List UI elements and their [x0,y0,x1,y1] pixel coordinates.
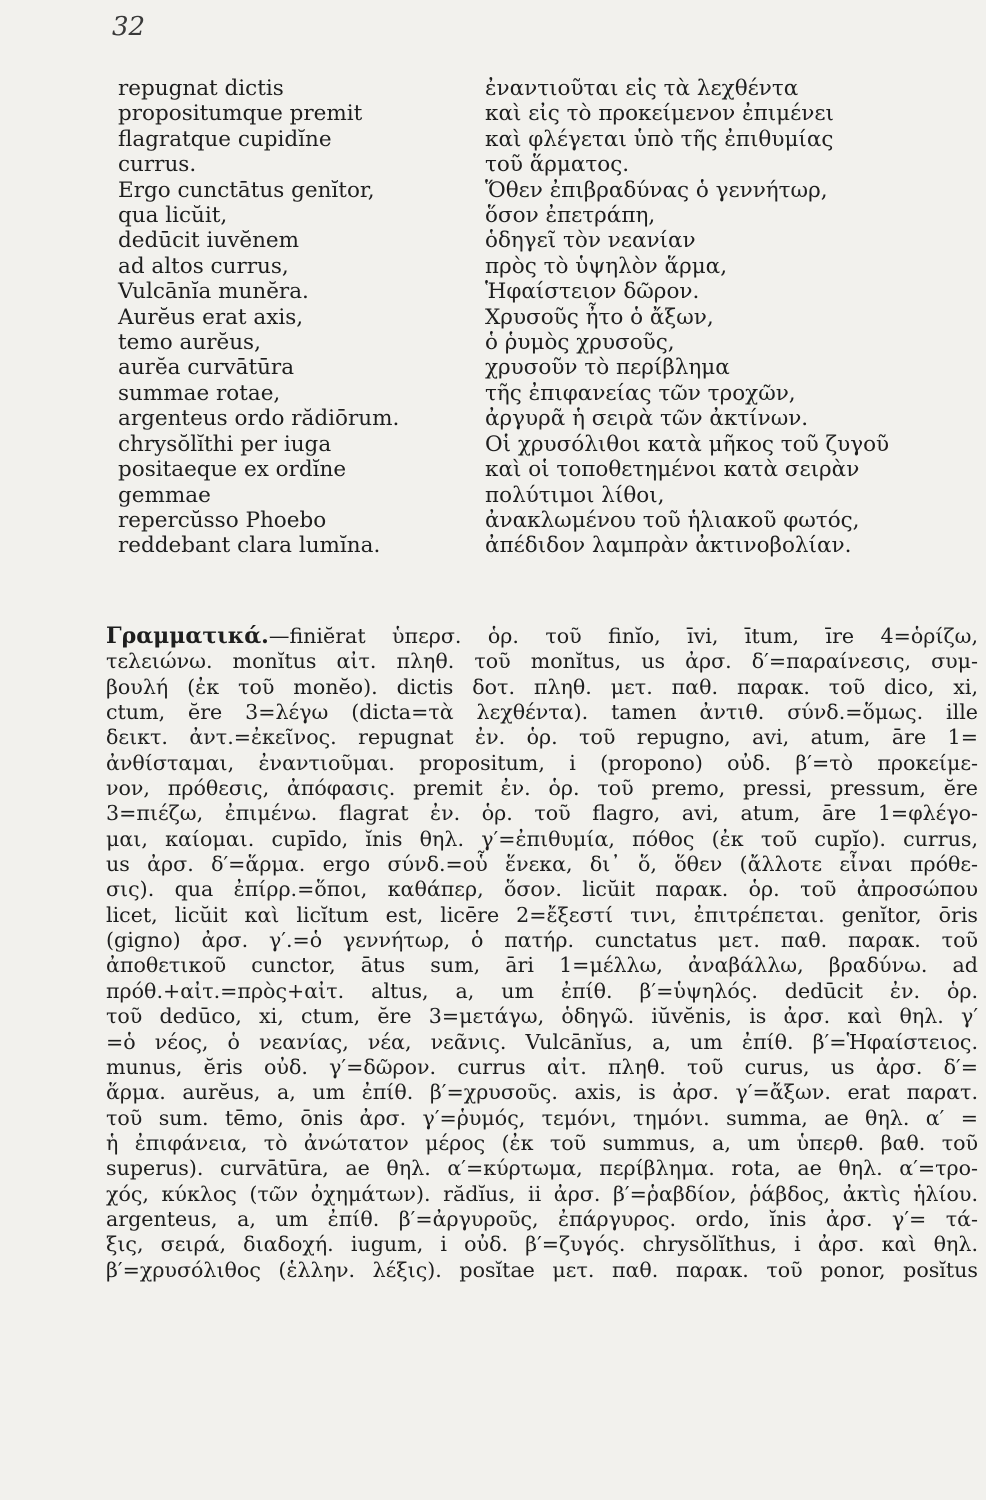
latin-verse-line: Aurĕus erat axis, [118,304,304,330]
grammar-note-line [106,979,978,1004]
grammar-note-text: 3=πιέζω, ἐπιμένω. flagrat ἐν. ὁρ. τοῦ flagro, avi, atum, āre 1=φλέγο- [106,801,978,826]
grammar-note-text: σις). qua ἐπίρρ.=ὅποι, καθάπερ, ὅσον. licŭit παρακ. ὁρ. τοῦ ἀπροσώπου [106,877,978,902]
latin-verse-line: repugnat dictis [118,76,284,101]
greek-verse-line: τῆς ἐπιφανείας τῶν τροχῶν, [485,380,796,406]
grammar-note-line [106,801,978,826]
greek-verse-line: Χρυσοῦς ἦτο ὁ ἄξων, [485,304,714,330]
grammar-note-line [106,675,978,700]
greek-verse-line: καὶ οἱ τοποθετημένοι κατὰ σειρὰν [485,457,860,483]
grammar-note-text: δεικτ. ἀντ.=ἐκεῖνος. repugnat ἐν. ὁρ. τοῦ repugno, avi, atum, āre 1= [106,725,978,750]
greek-verse-line: πολύτιμοι λίθοι, [485,482,665,508]
greek-verse-line: καὶ εἰς τὸ προκείμενον ἐπιμένει [485,101,834,127]
greek-verse-line: χρυσοῦν τὸ περίβλημα [485,355,730,381]
grammar-note-line [106,751,978,776]
greek-verse-line: ἐναντιοῦται εἰς τὰ λεχθέντα [485,76,799,101]
grammar-note-line [106,700,978,725]
grammar-note-line [106,725,978,750]
grammar-note-line [106,1207,978,1232]
latin-verse-line: currus. [118,152,197,178]
latin-verse-line: Vulcānĭa munĕra. [118,279,309,305]
greek-verse-line: τοῦ ἅρματος. [485,152,630,178]
latin-verse-line: positaeque ex ordĭne [118,457,347,483]
grammar-note-line [106,1004,978,1029]
latin-verse-line: qua licŭit, [118,203,228,229]
grammar-note-text: νον, πρόθεσις, ἀπόφασις. premit ἐν. ὁρ. τοῦ premo, pressi, pressum, ĕre [106,776,978,801]
grammar-note-line [106,1182,978,1207]
grammar-note-line [106,1080,978,1105]
grammar-note-text: τοῦ sum. tēmo, ōnis ἀρσ. γ′=ῥυμός, τεμόνι, τημόνι. summa, ae θηλ. α′ = [106,1105,978,1130]
greek-translation-column [485,76,935,559]
grammar-note-text: τοῦ dedūco, xi, ctum, ĕre 3=μετάγω, ὁδηγῶ. iŭvĕnis, is ἀρσ. καὶ θηλ. γ′ [106,1004,978,1029]
grammar-note-text: ἀνθίσταμαι, ἐναντιοῦμαι. propositum, i (propono) οὐδ. β′=τὸ προκείμε- [106,750,978,775]
grammar-note-text: ctum, ĕre 3=λέγω (dicta=τὰ λεχθέντα). tamen ἀντιθ. σύνδ.=ὅμως. ille [106,700,978,725]
greek-verse-line: καὶ φλέγεται ὑπὸ τῆς ἐπιθυμίας [485,126,834,152]
greek-verse-line: Οἱ χρυσόλιθοι κατὰ μῆκος τοῦ ζυγοῦ [485,431,890,457]
grammar-note-text: ἀποθετικοῦ cunctor, ātus sum, āri 1=μέλλω, ἀναβάλλω, βραδύνω. ad [106,953,978,978]
greek-verse-line: Ἡφαίστειον δῶρον. [485,279,700,305]
latin-verse-line: argenteus ordo rădiōrum. [118,406,400,432]
grammar-note-line [106,1106,978,1131]
grammar-note-text: licet, licŭit καὶ licĭtum est, licēre 2=ἔξεστί τινι, ἐπιτρέπεται. genĭtor, ōris [106,902,978,927]
grammar-note-line [106,1156,978,1181]
grammar-note-text: ἅρμα. aurĕus, a, um ἐπίθ. β′=χρυσοῦς. axis, is ἀρσ. γ′=ἄξων. erat παρατ. [106,1080,978,1105]
grammar-note-text: argenteus, a, um ἐπίθ. β′=ἀργυροῦς, ἐπάργυρος. ordo, ĭnis ἀρσ. γ′= τά- [106,1206,978,1231]
grammar-note-line [106,1232,978,1257]
grammar-note-text: μαι, καίομαι. cupīdo, ĭnis θηλ. γ′=ἐπιθυμία, πόθος (ἐκ τοῦ cupĭo). currus, [106,826,978,851]
grammar-note-line [106,928,978,953]
grammar-note-line [106,1055,978,1080]
latin-text-column [118,76,478,559]
latin-verse-line: propositumque premit [118,101,363,127]
grammar-note-line [106,903,978,928]
grammar-note-line [106,1030,978,1055]
grammar-note-line [106,852,978,877]
grammar-note-text: χός, κύκλος (τῶν ὀχημάτων). rădĭus, ii ἀρσ. β′=ῥαβδίον, ῥάβδος, ἀκτὶς ἡλίου. [106,1181,978,1206]
grammar-note-text: β′=χρυσόλιθος (ἑλλην. λέξις). posĭtae μετ. παθ. παρακ. τοῦ ponor, posĭtus [106,1257,978,1282]
greek-verse-line: ἀργυρᾶ ἡ σειρὰ τῶν ἀκτίνων. [485,406,809,432]
grammar-notes-heading: Γραμματικά. [106,623,269,649]
grammar-note-line [106,827,978,852]
grammar-note-line [106,953,978,978]
latin-verse-line: summae rotae, [118,380,281,406]
grammar-note-line [106,776,978,801]
grammar-note-text: =ὁ νέος, ὁ νεανίας, νέα, νεᾶνις. Vulcānĭus, a, um ἐπίθ. β′=Ἡφαίστειος. [106,1029,978,1054]
latin-verse-line: chrysŏlĭthi per iuga [118,431,332,457]
latin-verse-line: repercŭsso Phoebo [118,507,327,533]
latin-verse-line: ad altos currus, [118,253,289,279]
grammar-note-text: ἡ ἐπιφάνεια, τὸ ἀνώτατον μέρος (ἐκ τοῦ summus, a, um ὑπερθ. βαθ. τοῦ [106,1130,978,1155]
latin-verse-line: aurĕa curvātūra [118,355,295,381]
grammar-note-line [106,877,978,902]
grammar-notes [106,624,978,1283]
latin-verse-line: reddebant clara lumĭna. [118,533,381,559]
grammar-note-line [106,624,978,649]
latin-verse-line: Ergo cunctātus genĭtor, [118,177,375,203]
latin-verse-line: temo aurĕus, [118,330,261,356]
greek-verse-line: ὁ ῥυμὸς χρυσοῦς, [485,330,675,356]
greek-verse-line: ὁδηγεῖ τὸν νεανίαν [485,228,696,254]
latin-verse-line: dedūcit iuvĕnem [118,228,300,254]
grammar-note-text: ξις, σειρά, διαδοχή. iugum, i οὐδ. β′=ζυγός. chrysŏlĭthus, i ἀρσ. καὶ θηλ. [106,1232,978,1257]
grammar-note-line [106,649,978,674]
grammar-note-line [106,1258,978,1283]
grammar-note-text: superus). curvātūra, ae θηλ. α′=κύρτωμα, περίβλημα. rota, ae θηλ. α′=τρο- [106,1156,978,1181]
greek-verse-line: ἀπέδιδον λαμπρὰν ἀκτινοβολίαν. [485,533,852,559]
greek-verse-line: Ὅθεν ἐπιβραδύνας ὁ γεννήτωρ, [485,177,828,203]
grammar-note-text: (gigno) ἀρσ. γ′.=ὁ γεννήτωρ, ὁ πατήρ. cunctatus μετ. παθ. παρακ. τοῦ [106,928,978,953]
grammar-note-text: us ἀρσ. δ′=ἅρμα. ergo σύνδ.=οὗ ἕνεκα, δι᾿ ὅ, ὅθεν (ἄλλοτε εἶναι πρόθε- [106,852,978,877]
page-number: 32 [112,12,146,42]
grammar-note-text: —finiĕrat ὑπερσ. ὁρ. τοῦ finĭo, īvi, ītum, īre 4=ὁρίζω, [268,624,978,648]
grammar-note-line [106,1131,978,1156]
greek-verse-line: ὅσον ἐπετράπη, [485,203,656,229]
grammar-note-text: βουλή (ἐκ τοῦ monĕo). dictis δοτ. πληθ. μετ. παθ. παρακ. τοῦ dico, xi, [106,674,978,699]
grammar-note-text: πρόθ.+αἰτ.=πρὸς+αἰτ. altus, a, um ἐπίθ. β′=ὑψηλός. dedūcit ἐν. ὁρ. [106,978,978,1003]
latin-verse-line: flagratque cupidĭne [118,126,332,152]
latin-verse-line: gemmae [118,482,211,508]
greek-verse-line: πρὸς τὸ ὑψηλὸν ἅρμα, [485,253,728,279]
greek-verse-line: ἀνακλωμένου τοῦ ἡλιακοῦ φωτός, [485,507,860,533]
grammar-note-text: τελειώνω. monĭtus αἰτ. πληθ. τοῦ monĭtus, us ἀρσ. δ′=παραίνεσις, συμ- [106,649,978,674]
grammar-note-text: munus, ĕris οὐδ. γ′=δῶρον. currus αἰτ. πληθ. τοῦ curus, us ἀρσ. δ′= [106,1054,978,1079]
